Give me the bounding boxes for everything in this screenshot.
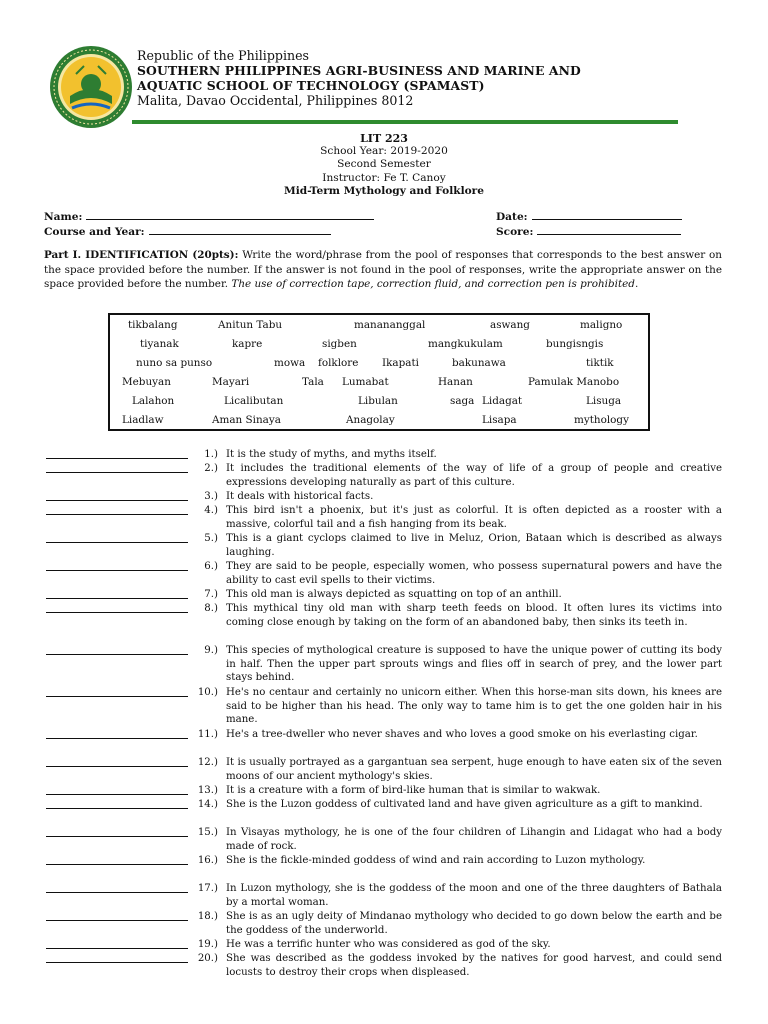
answer-blank[interactable] [46,864,188,865]
pool-word: Lalahon [132,395,175,407]
date-label: Date: [496,211,528,223]
score-line[interactable] [537,224,681,235]
part1-text: Write the word/phrase from the pool of responses that corresponds to the best answer on the space provided before the number. If the answer is not found in the pool of responses, write the appropriate answer on the space provided before the number. [44,249,722,291]
pool-word: sigben [322,338,357,350]
answer-blank[interactable] [46,892,188,893]
pool-word: Lumabat [342,376,389,388]
pool-word: bungisngis [546,338,604,350]
name-field[interactable] [44,209,374,223]
course-field[interactable] [44,224,331,238]
header-divider [132,120,678,124]
question-number: 18.) [197,911,218,922]
question-text: This species of mythological creature is supposed to have the unique power of cutting its body in half. Then the upper part sprouts wings and flies off in search of prey, and the lower part stays behind. [226,645,722,684]
question-text: She is as an ugly deity of Mindanao mythology who decided to go down below the earth and be the goddess of the underworld. [226,911,722,936]
question-number: 15.) [197,827,218,838]
part1-heading: Part I. IDENTIFICATION (20pts): [44,249,239,261]
answer-blank[interactable] [46,458,188,459]
school-name-line1: SOUTHERN PHILIPPINES AGRI-BUSINESS AND MARINE AND [137,63,581,78]
answer-blank[interactable] [46,542,188,543]
question-number: 20.) [197,953,218,964]
question-number: 8.) [204,603,218,614]
question-number: 4.) [204,505,218,516]
document-header [0,0,768,125]
answer-blank[interactable] [46,808,188,809]
question-number: 19.) [197,939,218,950]
pool-word: Anagolay [346,414,395,426]
pool-word: tikbalang [128,319,178,331]
question-text: They are said to be people, especially women, who possess supernatural powers and have the ability to cast evil spells to their victims. [226,561,722,586]
pool-word: mythology [574,414,629,426]
answer-blank[interactable] [46,738,188,739]
pool-word: bakunawa [452,357,506,369]
score-field[interactable] [496,224,681,238]
pool-word: Licalibutan [224,395,284,407]
question-text: It is a creature with a form of bird-like human that is similar to wakwak. [226,785,601,796]
question-text: She is the fickle-minded goddess of wind and rain according to Luzon mythology. [226,855,646,866]
answer-blank[interactable] [46,920,188,921]
pool-word: Lidagat [482,395,523,407]
answer-blank[interactable] [46,500,188,501]
pool-word: Hanan [438,376,473,388]
question-text: He was a terrific hunter who was considered as god of the sky. [226,939,551,950]
name-label: Name: [44,211,83,223]
school-info [137,48,581,108]
date-line[interactable] [532,209,682,220]
pool-word: maligno [580,319,623,331]
question-text: He's a tree-dweller who never shaves and who loves a good smoke on his everlasting cigar. [226,729,698,740]
score-label: Score: [496,226,534,238]
course-code: LIT 223 [360,132,408,145]
exam-title: Mid-Term Mythology and Folklore [283,184,485,197]
pool-word: Libulan [358,395,398,407]
answer-blank[interactable] [46,598,188,599]
question-number: 14.) [197,799,218,810]
question-number: 3.) [204,491,218,502]
pool-word: Tala [302,376,324,388]
pool-word: kapre [232,338,263,350]
question-number: 7.) [204,589,218,600]
answer-blank[interactable] [46,794,188,795]
question-number: 17.) [197,883,218,894]
question-text: In Luzon mythology, she is the goddess of the moon and one of the three daughters of Bathala by a mortal woman. [226,883,722,908]
pool-word: tiktik [586,357,614,369]
part1-note: The use of correction tape, correction fluid, and correction pen is prohibited. [231,278,639,291]
pool-word: Lisuga [586,395,622,407]
answer-blank[interactable] [46,514,188,515]
question-text: It is the study of myths, and myths itself. [226,449,437,460]
date-field[interactable] [496,209,682,223]
pool-word: Mebuyan [122,376,171,388]
response-pool-box [108,313,650,431]
question-text: This old man is always depicted as squatting on top of an anthill. [226,589,562,600]
question-text: She was described as the goddess invoked by the natives for good harvest, and could send locusts to destroy their crops when displeased. [226,953,722,978]
instructor: Instructor: Fe T. Canoy [322,171,446,184]
pool-word: Anitun Tabu [218,319,283,331]
course-line[interactable] [149,224,331,235]
question-number: 5.) [204,533,218,544]
pool-word: nuno sa punso [136,357,213,369]
school-year: School Year: 2019-2020 [320,145,448,158]
question-number: 6.) [204,561,218,572]
question-number: 16.) [197,855,218,866]
question-text: This is a giant cyclops claimed to live in Meluz, Orion, Bataan which is described as always laughing. [226,533,722,558]
pool-word: aswang [490,319,530,331]
answer-blank[interactable] [46,570,188,571]
pool-word: mowa [274,357,306,369]
question-text: It deals with historical facts. [226,491,374,502]
question-number: 11.) [197,729,218,740]
question-number: 9.) [204,645,218,656]
republic-line: Republic of the Philippines [137,48,310,63]
pool-word: manananggal [354,319,426,331]
answer-blank[interactable] [46,472,188,473]
pool-word: tiyanak [140,338,179,350]
question-number: 2.) [204,463,218,474]
pool-word: Lisapa [482,414,517,426]
course-label: Course and Year: [44,226,145,238]
exam-heading [0,132,768,198]
answer-blank[interactable] [46,962,188,963]
pool-word: saga [450,395,475,407]
question-text: She is the Luzon goddess of cultivated land and have given agriculture as a gift to mankind. [226,799,703,810]
question-text: It is usually portrayed as a gargantuan sea serpent, huge enough to have eaten six of the seven moons of our ancient mythology's skies. [226,757,722,782]
answer-blank[interactable] [46,696,188,697]
answer-blank[interactable] [46,612,188,613]
question-text: In Visayas mythology, he is one of the four children of Lihangin and Lidagat who had a body made of rock. [226,827,722,852]
school-name-line2: AQUATIC SCHOOL OF TECHNOLOGY (SPAMAST) [137,78,485,93]
question-number: 12.) [197,757,218,768]
pool-word: mangkukulam [428,338,503,350]
answer-blank[interactable] [46,948,188,949]
question-number: 13.) [197,785,218,796]
question-number: 10.) [197,687,218,698]
pool-word: Mayari [212,376,250,388]
question-text: He's no centaur and certainly no unicorn either. When this horse-man sits down, his knees are said to be higher than his head. The only way to tame him is to get the one golden hair in his mane. [226,687,722,726]
part1-instructions [44,248,722,292]
pool-word: Aman Sinaya [212,414,281,426]
question-text: It includes the traditional elements of the way of life of a group of people and creative expressions developing naturally as part of this culture. [226,463,722,488]
school-address: Malita, Davao Occidental, Philippines 8012 [137,93,414,108]
question-text: This mythical tiny old man with sharp teeth feeds on blood. It often lures its victims into coming close enough by taking on the form of an abandoned baby, then sinks its teeth in. [226,603,722,628]
question-number: 1.) [204,449,218,460]
question-text: This bird isn't a phoenix, but it's just as colorful. It is often depicted as a rooster with a massive, colorful tail and a fish hanging from its beak. [226,505,722,530]
pool-word: folklore [318,357,359,369]
pool-word: Liadlaw [122,414,164,426]
answer-blank[interactable] [46,836,188,837]
pool-word: Pamulak Manobo [528,376,620,388]
name-line[interactable] [86,209,374,220]
semester: Second Semester [337,158,431,171]
answer-blank[interactable] [46,654,188,655]
answer-blank[interactable] [46,766,188,767]
pool-word: Ikapati [382,357,419,369]
school-seal-logo [48,44,134,130]
